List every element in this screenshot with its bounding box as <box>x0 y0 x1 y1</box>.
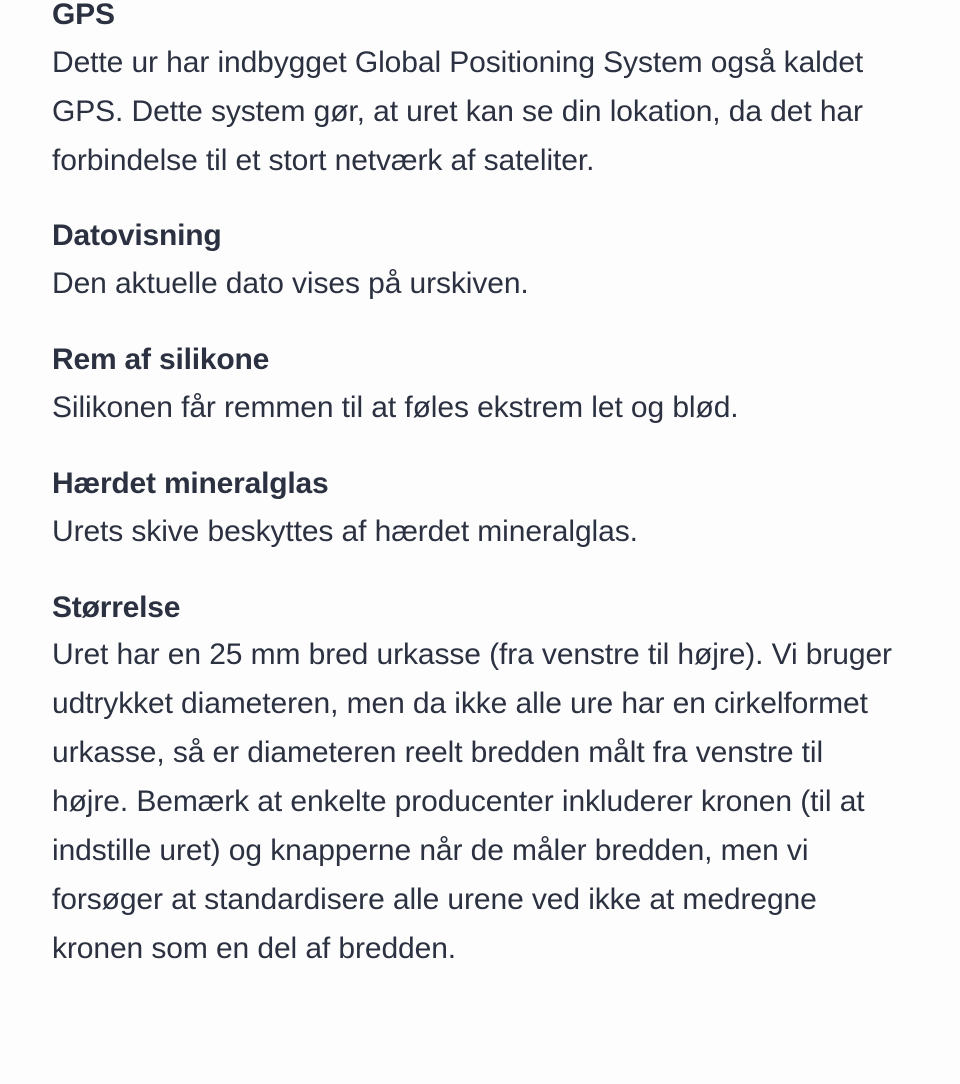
spec-body-rem-af-silikone: Silikonen får remmen til at føles ekstrem let og blød. <box>52 390 739 424</box>
spec-heading-rem-af-silikone: Rem af silikone <box>52 343 270 377</box>
spec-body-haerdet-mineralglas: Urets skive beskyttes af hærdet mineralglas. <box>52 514 638 548</box>
spec-section-haerdet-mineralglas <box>52 461 905 557</box>
spec-heading-gps: GPS <box>52 0 115 31</box>
spec-heading-datovisning: Datovisning <box>52 219 222 253</box>
spec-heading-stoerrelse: Størrelse <box>52 590 181 624</box>
spec-section-stoerrelse <box>52 585 905 974</box>
spec-body-stoerrelse: Uret har en 25 mm bred urkasse (fra venstre til højre). Vi bruger udtrykket diameteren, men da ikke alle ure har en cirkelformet urkasse, så er diameteren reelt bredden målt fra venstre til højre. Bemærk at enkelte producenter inkluderer kronen (til at indstille uret) og knapperne når de måler bredden, men vi forsøger at standardisere alle urene ved ikke at medregne kronen som en del af bredden. <box>52 638 901 965</box>
spec-body-datovisning: Den aktuelle dato vises på urskiven. <box>52 267 529 301</box>
spec-section-rem-af-silikone <box>52 337 905 433</box>
spec-section-gps <box>52 0 905 185</box>
spec-heading-haerdet-mineralglas: Hærdet mineralglas <box>52 466 329 500</box>
spec-body-gps: Dette ur har indbygget Global Positioning System også kaldet GPS. Dette system gør, at uret kan se din lokation, da det har forbindelse til et stort netværk af sateliter. <box>52 45 872 177</box>
spec-section-datovisning <box>52 213 905 309</box>
